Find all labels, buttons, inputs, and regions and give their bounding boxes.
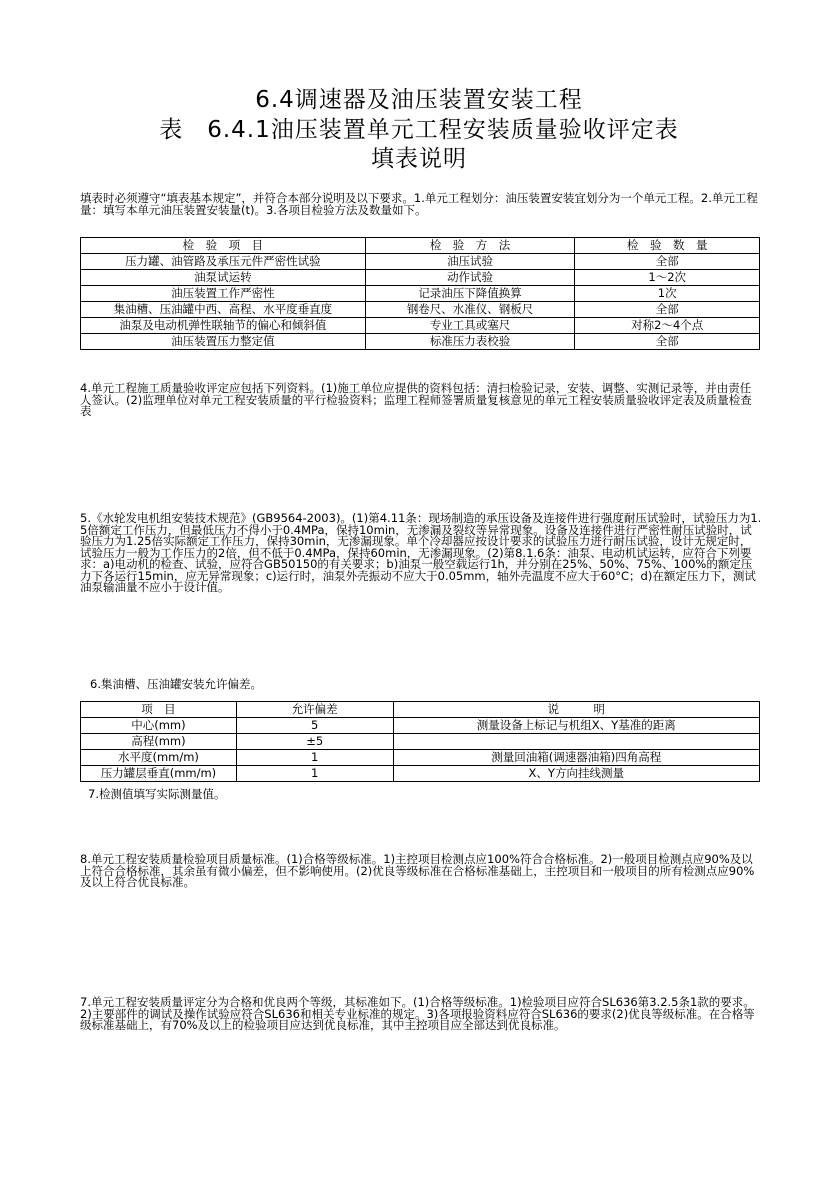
paragraph-9: 7.单元工程安装质量评定分为合格和优良两个等级，其标准如下。(1)合格等级标准。1)检验项目应符合SL636第3.2.5条1款的要求。2)主要部件的调试及操作试验应符合SL636和相关专业标准的规定。3)各项报验资料应符合SL636的要求(2)优良等级标准。在合格等级标准基础上，有70%及以上的检验项目应达到优良标准，其中主控项目应全部达到优良标准。 bbox=[80, 995, 755, 1032]
paragraph-6: 6.集油槽、压油罐安装允许偏差。 bbox=[90, 677, 262, 691]
table-row bbox=[81, 734, 760, 750]
table-row bbox=[81, 318, 760, 334]
header-cell: 检 验 方 法 bbox=[365, 238, 575, 254]
table-cell: 全部 bbox=[575, 302, 760, 318]
table-cell: 1次 bbox=[575, 286, 760, 302]
table-cell: ±5 bbox=[236, 734, 393, 750]
header-cell: 说 明 bbox=[393, 702, 759, 718]
table-cell: 压力罐、油管路及承压元件严密性试验 bbox=[81, 254, 366, 270]
tolerance-table bbox=[80, 701, 760, 782]
table-cell: 1 bbox=[236, 750, 393, 766]
header-cell: 检 验 项 目 bbox=[81, 238, 366, 254]
table-cell: 钢卷尺、水准仪、钢板尺 bbox=[365, 302, 575, 318]
subtitle: 填表说明 bbox=[371, 146, 467, 172]
inspection-method-table bbox=[80, 237, 760, 350]
table-cell: X、Y方向挂线测量 bbox=[393, 766, 759, 782]
table-cell: 油压装置工作严密性 bbox=[81, 286, 366, 302]
table-cell: 全部 bbox=[575, 254, 760, 270]
table-cell: 标准压力表校验 bbox=[365, 334, 575, 350]
table-cell: 水平度(mm/m) bbox=[81, 750, 237, 766]
table-row bbox=[81, 766, 760, 782]
paragraph-5: 5.《水轮发电机组安装技术规范》(GB9564-2003)。(1)第4.11条：现场制造的承压设备及连接件进行强度耐压试验时，试验压力为1.5倍额定工作压力，但最低压力不得小于0.4MPa，保持10min，无渗漏及裂纹等异常现象。设备及连接件进行严密性耐压试验时，试验压力为1.25倍实际额定工作压力，保持30min，无渗漏现象。单个冷却器应按设计要求的试验压力进行耐压试验，设计无规定时，试验压力一般为工作压力的2倍，但不低于0.4MPa，保持60min，无渗漏现象。(2)第8.1.6条：油泵、电动机试运转，应符合下列要求：a)电动机的检查、试验，应符合GB50150的有关要求；b)油泵一般空载运行1h，并分别在25%、50%、75%、100%的额定压力下各运行15min，应无异常现象；c)运行时，油泵外壳振动不应大于0.05mm，轴外壳温度不应大于60°C；d)在额定压力下，测试油泵输油量不应小于设计值。 bbox=[80, 511, 762, 594]
table-cell: 1 bbox=[236, 766, 393, 782]
table-cell: 集油槽、压油罐中西、高程、水平度垂直度 bbox=[81, 302, 366, 318]
table-row bbox=[81, 718, 760, 734]
table-cell: 中心(mm) bbox=[81, 718, 237, 734]
table-row bbox=[81, 302, 760, 318]
table-row bbox=[81, 334, 760, 350]
table-cell: 1～2次 bbox=[575, 270, 760, 286]
table-cell: 记录油压下降值换算 bbox=[365, 286, 575, 302]
section-title: 6.4调速器及油压装置安装工程 bbox=[255, 87, 583, 113]
intro-paragraph: 填表时必须遵守“填表基本规定”，并符合本部分说明及以下要求。1.单元工程划分：油压装置安装宜划分为一个单元工程。2.单元工程量：填写本单元油压装置安装量(t)。3.各项目检验方法及数量如下。 bbox=[80, 191, 758, 217]
table-cell: 油压试验 bbox=[365, 254, 575, 270]
table-cell: 高程(mm) bbox=[81, 734, 237, 750]
table-row bbox=[81, 286, 760, 302]
table-row bbox=[81, 750, 760, 766]
table-title: 表 6.4.1油压装置单元工程安装质量验收评定表 bbox=[159, 117, 679, 143]
table-header-row bbox=[81, 238, 760, 254]
table-cell: 压力罐层垂直(mm/m) bbox=[81, 766, 237, 782]
table-row bbox=[81, 270, 760, 286]
paragraph-8: 8.单元工程安装质量检验项目质量标准。(1)合格等级标准。1)主控项目检测点应100%符合合格标准。2)一般项目检测点应90%及以上符合合格标准，其余虽有微小偏差，但不影响使用。(2)优良等级标准在合格标准基础上，主控项目和一般项目的所有检测点应90%及以上符合优良标准。 bbox=[80, 852, 755, 889]
table-header-row bbox=[81, 702, 760, 718]
table-cell: 全部 bbox=[575, 334, 760, 350]
table-cell: 动作试验 bbox=[365, 270, 575, 286]
table-row bbox=[81, 254, 760, 270]
paragraph-4: 4.单元工程施工质量验收评定应包括下列资料。(1)施工单位应提供的资料包括：清扫检验记录，安装、调整、实测记录等，并由责任人签认。(2)监理单位对单元工程安装质量的平行检验资料；监理工程师签署质量复核意见的单元工程安装质量验收评定表及质量检查表 bbox=[80, 381, 752, 418]
table-cell: 专业工具或塞尺 bbox=[365, 318, 575, 334]
header-cell: 允许偏差 bbox=[236, 702, 393, 718]
table-cell: 油泵及电动机弹性联轴节的偏心和倾斜值 bbox=[81, 318, 366, 334]
table-cell bbox=[393, 734, 759, 750]
table-cell: 对称2～4个点 bbox=[575, 318, 760, 334]
table-cell: 油泵试运转 bbox=[81, 270, 366, 286]
header-cell: 检 验 数 量 bbox=[575, 238, 760, 254]
table-cell: 测量设备上标记与机组X、Y基准的距离 bbox=[393, 718, 759, 734]
table-cell: 5 bbox=[236, 718, 393, 734]
table-cell: 油压装置压力整定值 bbox=[81, 334, 366, 350]
paragraph-7: 7.检测值填写实际测量值。 bbox=[88, 787, 226, 801]
table-cell: 测量回油箱(调速器油箱)四角高程 bbox=[393, 750, 759, 766]
header-cell: 项 目 bbox=[81, 702, 237, 718]
